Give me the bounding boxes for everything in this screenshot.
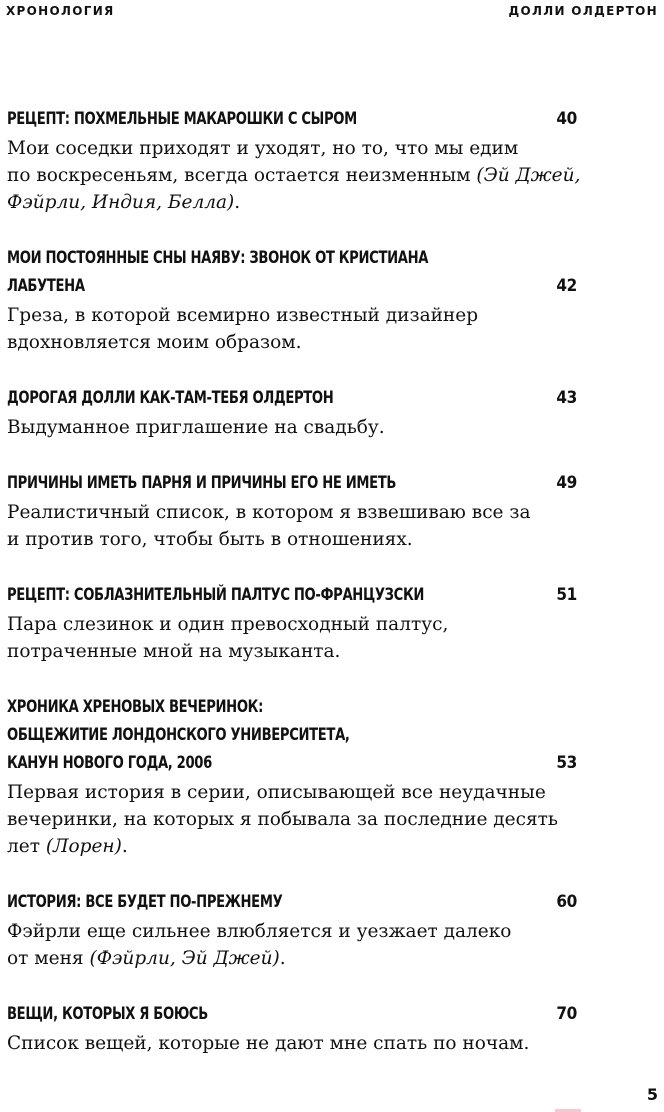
- toc-entry-description-line: [7, 611, 577, 638]
- toc-entry-title-line: КАНУН НОВОГО ГОДА, 2006: [7, 753, 212, 773]
- toc-entry-page-number: 51: [556, 585, 577, 605]
- toc-entry-description-line: [7, 302, 577, 329]
- description-text: по воскресеньям, всегда остается неизменным: [7, 165, 477, 186]
- toc-entry-description-line: [7, 414, 577, 441]
- toc-entry-description: [7, 779, 577, 860]
- description-text: от меня: [7, 948, 90, 969]
- toc-entry-page-number: 43: [556, 388, 577, 408]
- toc-entry-description: [7, 1030, 577, 1057]
- toc-entry: [7, 384, 577, 441]
- toc-entry: [7, 1000, 577, 1057]
- description-text: Мои соседки приходят и уходят, но то, что мы едим: [7, 138, 519, 159]
- toc-entry-page-number: 53: [556, 753, 577, 773]
- description-text: Реалистичный список, в котором я взвешиваю все за: [7, 502, 531, 523]
- toc-entry-title-line: РЕЦЕПТ: СОБЛАЗНИТЕЛЬНЫЙ ПАЛТУС ПО-ФРАНЦУЗСКИ: [7, 585, 425, 605]
- description-text: Список вещей, которые не дают мне спать по ночам.: [7, 1033, 530, 1054]
- toc-entry-description: [7, 414, 577, 441]
- toc-entry-description-line: [7, 833, 577, 860]
- toc-entry-description-line: [7, 526, 577, 553]
- toc-entry-description-line: [7, 1030, 577, 1057]
- toc-entry-page-number: 42: [556, 276, 577, 296]
- toc-entry-description-line: [7, 189, 577, 216]
- description-text: Пара слезинок и один превосходный палтус,: [7, 614, 449, 635]
- description-text: потраченные мной на музыканта.: [7, 641, 341, 662]
- description-text: вечеринки, на которых я побывала за последние десять: [7, 809, 558, 830]
- toc-entry-description-line: [7, 918, 577, 945]
- toc-entry-description: [7, 135, 581, 216]
- toc-entry-title-line: МОИ ПОСТОЯННЫЕ СНЫ НАЯВУ: ЗВОНОК ОТ КРИСТИАНА: [7, 248, 429, 268]
- toc-entry-title-line: ИСТОРИЯ: ВСЕ БУДЕТ ПО-ПРЕЖНЕМУ: [7, 892, 283, 912]
- toc-entry-title-line: ПРИЧИНЫ ИМЕТЬ ПАРНЯ И ПРИЧИНЫ ЕГО НЕ ИМЕТЬ: [7, 473, 397, 493]
- description-text: и против того, чтобы быть в отношениях.: [7, 529, 413, 550]
- toc-entry-heading: [7, 888, 577, 916]
- toc-entry-heading: [7, 105, 577, 133]
- toc-entry-description: [7, 499, 577, 553]
- toc-entry-description-line: [7, 945, 577, 972]
- description-character-names: (Лорен): [45, 836, 122, 857]
- page-number: 5: [646, 1085, 658, 1104]
- toc-entry-heading: [7, 1000, 577, 1028]
- description-punctuation: .: [279, 948, 286, 969]
- toc-entry-title-line: ВЕЩИ, КОТОРЫХ Я БОЮСЬ: [7, 1004, 208, 1024]
- toc-entry-heading: [7, 581, 577, 609]
- toc-entry-heading: [7, 244, 577, 300]
- toc-entry-heading: [7, 469, 577, 497]
- toc-entry-heading: [7, 693, 577, 777]
- toc-entry-title-line: ДОРОГАЯ ДОЛЛИ КАК-ТАМ-ТЕБЯ ОЛДЕРТОН: [7, 388, 334, 408]
- toc-entry: [7, 693, 577, 860]
- toc-entry-title-line: ЛАБУТЕНА: [7, 276, 85, 296]
- toc-entry-description: [7, 302, 577, 356]
- table-of-contents: [7, 105, 581, 1085]
- toc-entry-description-line: [7, 162, 581, 189]
- toc-entry-description-line: [7, 638, 577, 665]
- running-header-section: ХРОНОЛОГИЯ: [6, 4, 115, 18]
- description-text: Греза, в которой всемирно известный дизайнер: [7, 305, 479, 326]
- description-character-names: Фэйрли, Индия, Белла): [7, 192, 235, 213]
- description-text: Фэйрли еще сильнее влюбляется и уезжает далеко: [7, 921, 512, 942]
- toc-entry-page-number: 40: [556, 109, 577, 129]
- toc-entry-title-line: ОБЩЕЖИТИЕ ЛОНДОНСКОГО УНИВЕРСИТЕТА,: [7, 725, 350, 745]
- description-punctuation: .: [121, 836, 128, 857]
- toc-entry: [7, 469, 577, 553]
- toc-entry: [7, 581, 577, 665]
- description-text: Выдуманное приглашение на свадьбу.: [7, 417, 385, 438]
- toc-entry-page-number: 70: [556, 1004, 577, 1024]
- toc-entry-description: [7, 611, 577, 665]
- toc-entry-description-line: [7, 806, 577, 833]
- toc-entry-page-number: 60: [556, 892, 577, 912]
- toc-entry-heading: [7, 384, 577, 412]
- toc-entry-description-line: [7, 499, 577, 526]
- description-text: Первая история в серии, описывающей все неудачные: [7, 782, 546, 803]
- description-punctuation: .: [234, 192, 241, 213]
- toc-entry: [7, 888, 577, 972]
- description-character-names: (Фэйрли, Эй Джей): [89, 948, 280, 969]
- toc-entry-description-line: [7, 329, 577, 356]
- toc-entry: [7, 244, 577, 356]
- toc-entry-page-number: 49: [556, 473, 577, 493]
- toc-entry-title-line: РЕЦЕПТ: ПОХМЕЛЬНЫЕ МАКАРОШКИ С СЫРОМ: [7, 109, 357, 129]
- running-header-author: ДОЛЛИ ОЛДЕРТОН: [508, 4, 658, 18]
- toc-entry-description: [7, 918, 577, 972]
- toc-entry-title-line: ХРОНИКА ХРЕНОВЫХ ВЕЧЕРИНОК:: [7, 697, 263, 717]
- description-character-names: (Эй Джей,: [476, 165, 581, 186]
- description-text: вдохновляется моим образом.: [7, 332, 302, 353]
- description-text: лет: [7, 836, 46, 857]
- toc-entry-description-line: [7, 779, 577, 806]
- toc-entry: [7, 105, 581, 216]
- toc-entry-description-line: [7, 135, 577, 162]
